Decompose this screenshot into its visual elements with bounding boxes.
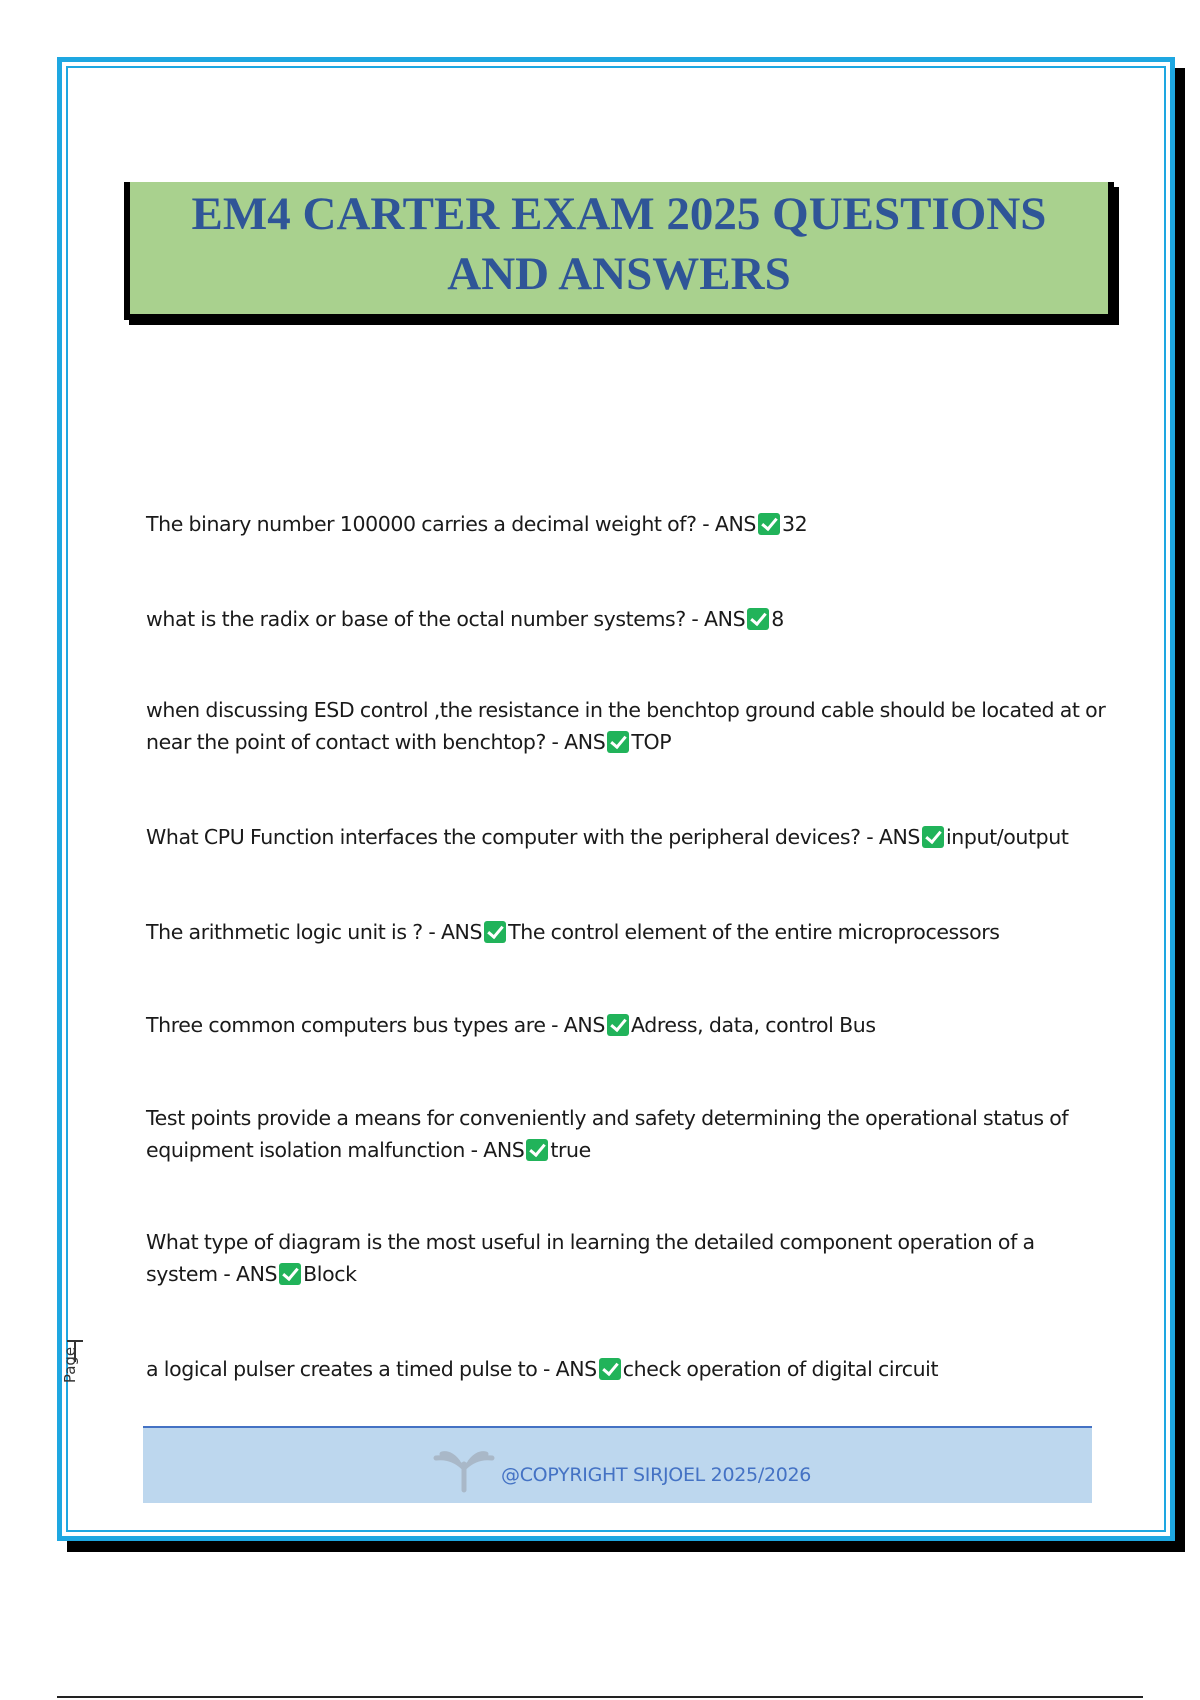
answer-marker: ANS: [878, 825, 920, 849]
bottom-rule: [57, 1696, 1143, 1698]
qa-item: [146, 603, 1106, 635]
answer-marker: ANS: [704, 607, 746, 631]
page-label: Page: [61, 1346, 80, 1384]
question-text: The arithmetic logic unit is ? -: [146, 920, 441, 944]
answer-text: input/output: [946, 825, 1069, 849]
check-mark-icon: [526, 1139, 548, 1161]
answer-marker: ANS: [235, 1262, 278, 1286]
qa-item: [146, 1009, 1106, 1041]
qa-item: [146, 1102, 1106, 1166]
qa-item: [146, 821, 1106, 853]
check-mark-icon: [607, 1014, 629, 1036]
copyright-footer: @COPYRIGHT SIRJOEL 2025/2026: [501, 1464, 812, 1486]
answer-text: The control element of the entire microprocessors: [508, 920, 1000, 944]
answer-text: 32: [782, 512, 808, 536]
document-title: [130, 182, 1108, 304]
answer-marker: ANS: [555, 1357, 597, 1381]
question-text: The binary number 100000 carries a decimal weight of? -: [146, 512, 715, 536]
answer-text: check operation of digital circuit: [622, 1357, 939, 1381]
qa-item: [146, 1226, 1106, 1290]
title-banner: [124, 182, 1114, 320]
answer-text: Block: [303, 1262, 357, 1286]
check-mark-icon: [599, 1358, 621, 1380]
title-line-1: EM4 CARTER EXAM 2025 QUESTIONS: [191, 188, 1047, 240]
footer-band: [143, 1426, 1092, 1503]
check-mark-icon: [279, 1263, 301, 1285]
qa-item: [146, 1353, 1106, 1385]
question-text: What type of diagram is the most useful in learning the detailed component operation of a system -: [146, 1230, 1035, 1286]
check-mark-icon: [484, 921, 506, 943]
question-text: when discussing ESD control ,the resistance in the benchtop ground cable should be located at or near the point of contact with benchtop? -: [146, 698, 1106, 754]
answer-marker: ANS: [563, 1013, 605, 1037]
page-number-marker: [61, 1340, 92, 1396]
answer-marker: ANS: [483, 1138, 525, 1162]
answer-text: Adress, data, control Bus: [630, 1013, 876, 1037]
answer-marker: ANS: [714, 512, 757, 536]
tree-logo-icon: [428, 1446, 500, 1494]
qa-item: [146, 508, 1106, 540]
answer-text: 8: [771, 607, 784, 631]
qa-item: [146, 694, 1106, 758]
check-mark-icon: [922, 826, 944, 848]
title-line-2: AND ANSWERS: [447, 248, 791, 300]
question-text: Three common computers bus types are -: [146, 1013, 564, 1037]
qa-item: [146, 916, 1106, 948]
check-mark-icon: [607, 731, 629, 753]
answer-marker: ANS: [440, 920, 483, 944]
question-text: what is the radix or base of the octal number systems? -: [146, 607, 705, 631]
question-text: Test points provide a means for conveniently and safety determining the operational status of equipment isolation malfunction -: [146, 1106, 1069, 1162]
answer-text: TOP: [631, 730, 672, 754]
check-mark-icon: [758, 513, 780, 535]
check-mark-icon: [747, 608, 769, 630]
question-text: What CPU Function interfaces the computer with the peripheral devices? -: [146, 825, 879, 849]
question-text: a logical pulser creates a timed pulse to -: [146, 1357, 556, 1381]
answer-marker: ANS: [564, 730, 606, 754]
answer-text: true: [550, 1138, 591, 1162]
